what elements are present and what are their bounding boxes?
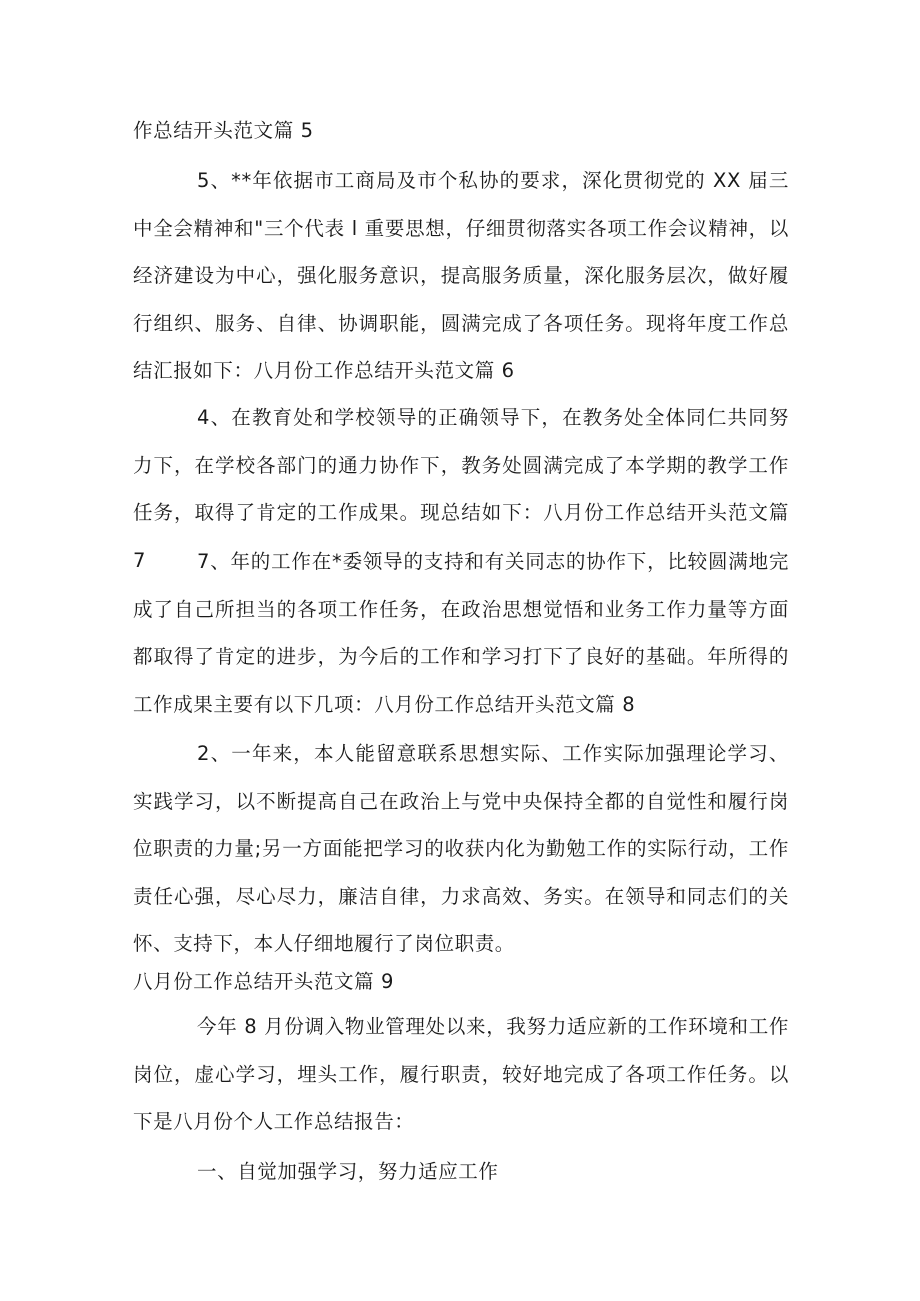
heading-line: 作总结开头范文篇 5 xyxy=(133,119,314,142)
section-heading: 八月份工作总结开头范文篇 9 xyxy=(133,970,395,993)
paragraph-4: 2、一年来，本人能留意联系思想实际、工作实际加强理论学习、实践学习，以不断提高自己在政治上与党中央保持全都的自觉性和履行岗位职责的力量;另一方面能把学习的收获内化为勤勉工作的实际行动，工作责任心强，尽心尽力，廉洁自律，力求高效、务实。在领导和同志们的关怀、支持下，本人仔细地履行了岗位职责。 xyxy=(133,742,789,955)
paragraph-3: 7、年的工作在*委领导的支持和有关同志的协作下，比较圆满地完成了自己所担当的各项工作任务，在政治思想觉悟和业务工作力量等方面都取得了肯定的进步，为今后的工作和学习打下了良好的基础。年所得的工作成果主要有以下几项：八月份工作总结开头范文篇 8 xyxy=(133,550,789,716)
paragraph-2: 4、在教育处和学校领导的正确领导下，在教务处全体同仁共同努力下，在学校各部门的通力协作下，教务处圆满完成了本学期的教学工作任务，取得了肯定的工作成果。现总结如下：八月份工作总结开头范文篇 7 xyxy=(133,406,789,572)
intro-paragraph: 今年 8 月份调入物业管理处以来，我努力适应新的工作环境和工作岗位，虚心学习，埋头工作，履行职责，较好地完成了各项工作任务。以下是八月份个人工作总结报告： xyxy=(133,1015,789,1133)
paragraph-1: 5、**年依据市工商局及市个私协的要求，深化贯彻党的 XX 届三中全会精神和"三个代表 l 重要思想，仔细贯彻落实各项工作会议精神，以经济建设为中心，强化服务意识，提高服务质量，深化服务层次，做好履行组织、服务、自律、协调职能，圆满完成了各项任务。现将年度工作总结汇报如下：八月份工作总结开头范文篇 6 xyxy=(133,169,789,382)
subheading: 一、自觉加强学习，努力适应工作 xyxy=(197,1160,499,1183)
